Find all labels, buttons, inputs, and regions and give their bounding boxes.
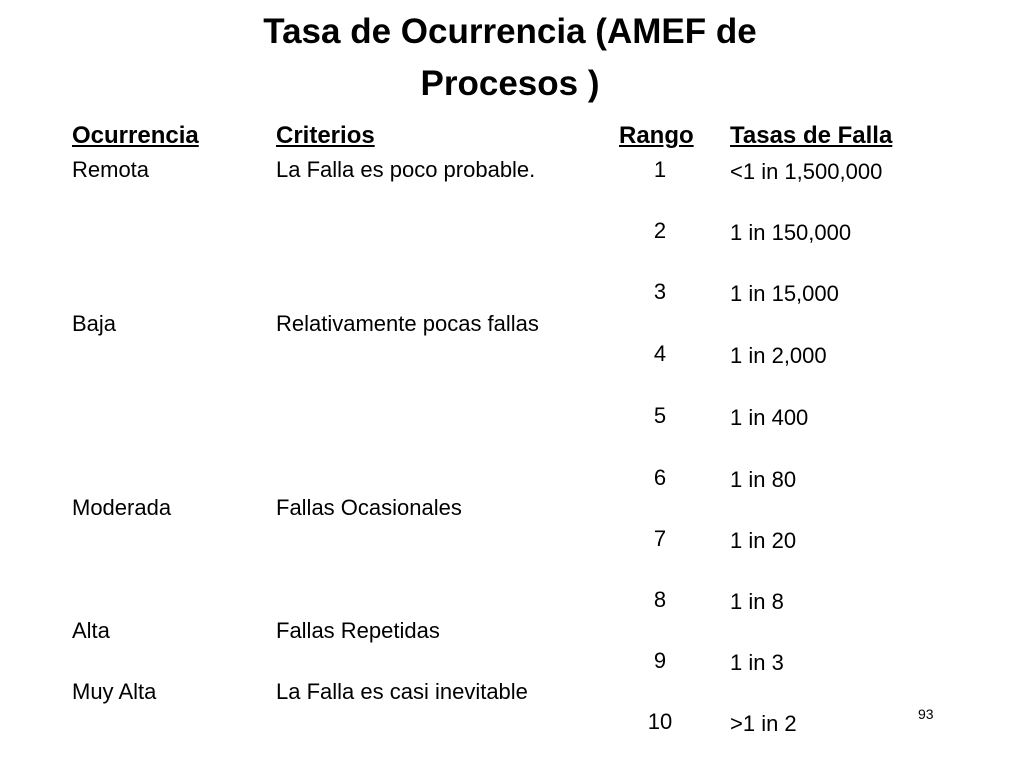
header-criterios: Criterios xyxy=(276,122,375,149)
tasa-6: 1 in 80 xyxy=(730,467,797,492)
tasa-2: 1 in 150,000 xyxy=(730,220,852,245)
tasa-1: <1 in 1,500,000 xyxy=(730,159,883,184)
tasa-4: 1 in 2,000 xyxy=(730,343,827,368)
rango-9: 9 xyxy=(653,648,667,673)
criterio-remota: La Falla es poco probable. xyxy=(276,157,536,182)
tasa-9: 1 in 3 xyxy=(730,650,784,675)
tasa-7: 1 in 20 xyxy=(730,528,797,553)
ocurrencia-moderada: Moderada xyxy=(72,495,172,520)
rango-2: 2 xyxy=(653,218,667,243)
criterio-moderada: Fallas Ocasionales xyxy=(276,495,462,520)
ocurrencia-remota: Remota xyxy=(72,157,150,182)
ocurrencia-baja: Baja xyxy=(72,311,117,336)
tasa-5: 1 in 400 xyxy=(730,405,809,430)
tasa-10: >1 in 2 xyxy=(730,711,797,736)
rango-3: 3 xyxy=(653,279,667,304)
ocurrencia-alta: Alta xyxy=(72,618,110,643)
tasa-8: 1 in 8 xyxy=(730,589,784,614)
rango-5: 5 xyxy=(653,403,667,428)
rango-10: 10 xyxy=(647,709,673,734)
rango-4: 4 xyxy=(653,341,667,366)
criterio-alta: Fallas Repetidas xyxy=(276,618,440,643)
header-ocurrencia: Ocurrencia xyxy=(72,122,199,149)
header-tasas-de-falla: Tasas de Falla xyxy=(730,122,893,149)
page-number: 93 xyxy=(918,706,934,722)
ocurrencia-muy-alta: Muy Alta xyxy=(72,679,157,704)
tasa-3: 1 in 15,000 xyxy=(730,281,839,306)
rango-8: 8 xyxy=(653,587,667,612)
criterio-baja: Relativamente pocas fallas xyxy=(276,311,539,336)
rango-1: 1 xyxy=(653,157,667,182)
header-rango: Rango xyxy=(619,122,694,149)
page-title: Tasa de Ocurrencia (AMEF de Procesos ) xyxy=(263,12,757,103)
rango-6: 6 xyxy=(653,465,667,490)
rango-7: 7 xyxy=(653,526,667,551)
criterio-muy-alta: La Falla es casi inevitable xyxy=(276,679,528,704)
